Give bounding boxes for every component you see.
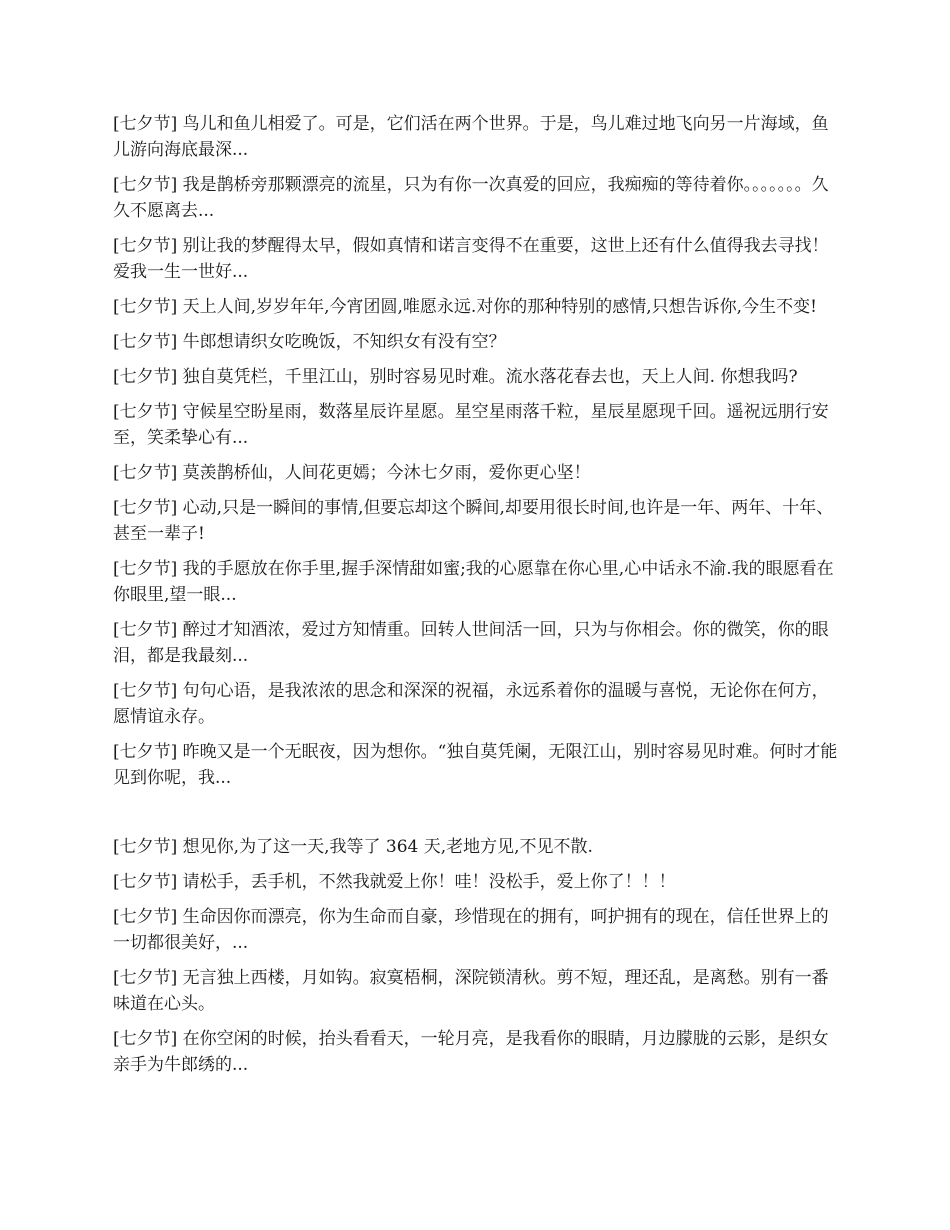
message-paragraph: [七夕节] 无言独上西楼，月如钩。寂寞梧桐，深院锁清秋。剪不短，理还乱，是离愁。别有一番味道在心头。 xyxy=(113,968,829,1014)
message-paragraph: [七夕节] 句句心语，是我浓浓的思念和深深的祝福，永远系着你的温暖与喜悦，无论你在何方，愿情谊永存。 xyxy=(113,681,829,727)
message-paragraph: [七夕节] 生命因你而漂亮，你为生命而自豪，珍惜现在的拥有，呵护拥有的现在，信任世界上的一切都很美好，... xyxy=(113,907,829,953)
message-paragraph: [七夕节] 昨晚又是一个无眠夜，因为想你。“独自莫凭阑，无限江山，别时容易见时难。何时才能见到你呢，我... xyxy=(113,742,838,788)
message-list-second xyxy=(113,834,841,1078)
message-list-first xyxy=(113,111,841,791)
message-paragraph: [七夕节] 请松手，丢手机，不然我就爱上你！哇！没松手，爱上你了！！！ xyxy=(113,872,676,892)
message-paragraph: [七夕节] 我的手愿放在你手里,握手深情甜如蜜;我的心愿靠在你心里,心中话永不渝.我的眼愿看在你眼里,望一眼... xyxy=(113,559,834,605)
message-paragraph: [七夕节] 莫羡鹊桥仙，人间花更嫣；今沐七夕雨，爱你更心坚！ xyxy=(113,463,591,483)
message-paragraph: [七夕节] 天上人间,岁岁年年,今宵团圆,唯愿永远.对你的那种特别的感情,只想告诉你,今生不变! xyxy=(113,297,817,317)
message-paragraph: [七夕节] 别让我的梦醒得太早，假如真情和诺言变得不在重要，这世上还有什么值得我去寻找！爱我一生一世好... xyxy=(113,236,829,282)
message-paragraph: [七夕节] 心动,只是一瞬间的事情,但要忘却这个瞬间,却要用很长时间,也许是一年、两年、十年、甚至一辈子! xyxy=(113,498,834,544)
message-paragraph: [七夕节] 独自莫凭栏，千里江山，别时容易见时难。流水落花春去也，天上人间. 你想我吗? xyxy=(113,367,798,387)
message-paragraph: [七夕节] 想见你,为了这一天,我等了 364 天,老地方见,不见不散. xyxy=(113,837,593,857)
message-paragraph: [七夕节] 醉过才知酒浓，爱过方知情重。回转人世间活一回，只为与你相会。你的微笑，你的眼泪，都是我最刻... xyxy=(113,620,829,666)
document-body xyxy=(113,111,841,1087)
message-paragraph: [七夕节] 鸟儿和鱼儿相爱了。可是，它们活在两个世界。于是，鸟儿难过地飞向另一片海域，鱼儿游向海底最深... xyxy=(113,114,829,160)
message-paragraph: [七夕节] 守候星空盼星雨，数落星辰许星愿。星空星雨落千粒，星辰星愿现千回。遥祝远朋行安至，笑柔挚心有... xyxy=(113,402,829,448)
message-paragraph: [七夕节] 牛郎想请织女吃晚饭，不知织女有没有空？ xyxy=(113,332,506,352)
message-paragraph: [七夕节] 我是鹊桥旁那颗漂亮的流星，只为有你一次真爱的回应，我痴痴的等待着你。。。。。。。久久不愿离去... xyxy=(113,175,829,221)
message-paragraph: [七夕节] 在你空闲的时候，抬头看看天，一轮月亮，是我看你的眼睛，月边朦胧的云影，是织女亲手为牛郎绣的... xyxy=(113,1029,829,1075)
section-spacer xyxy=(113,800,841,834)
